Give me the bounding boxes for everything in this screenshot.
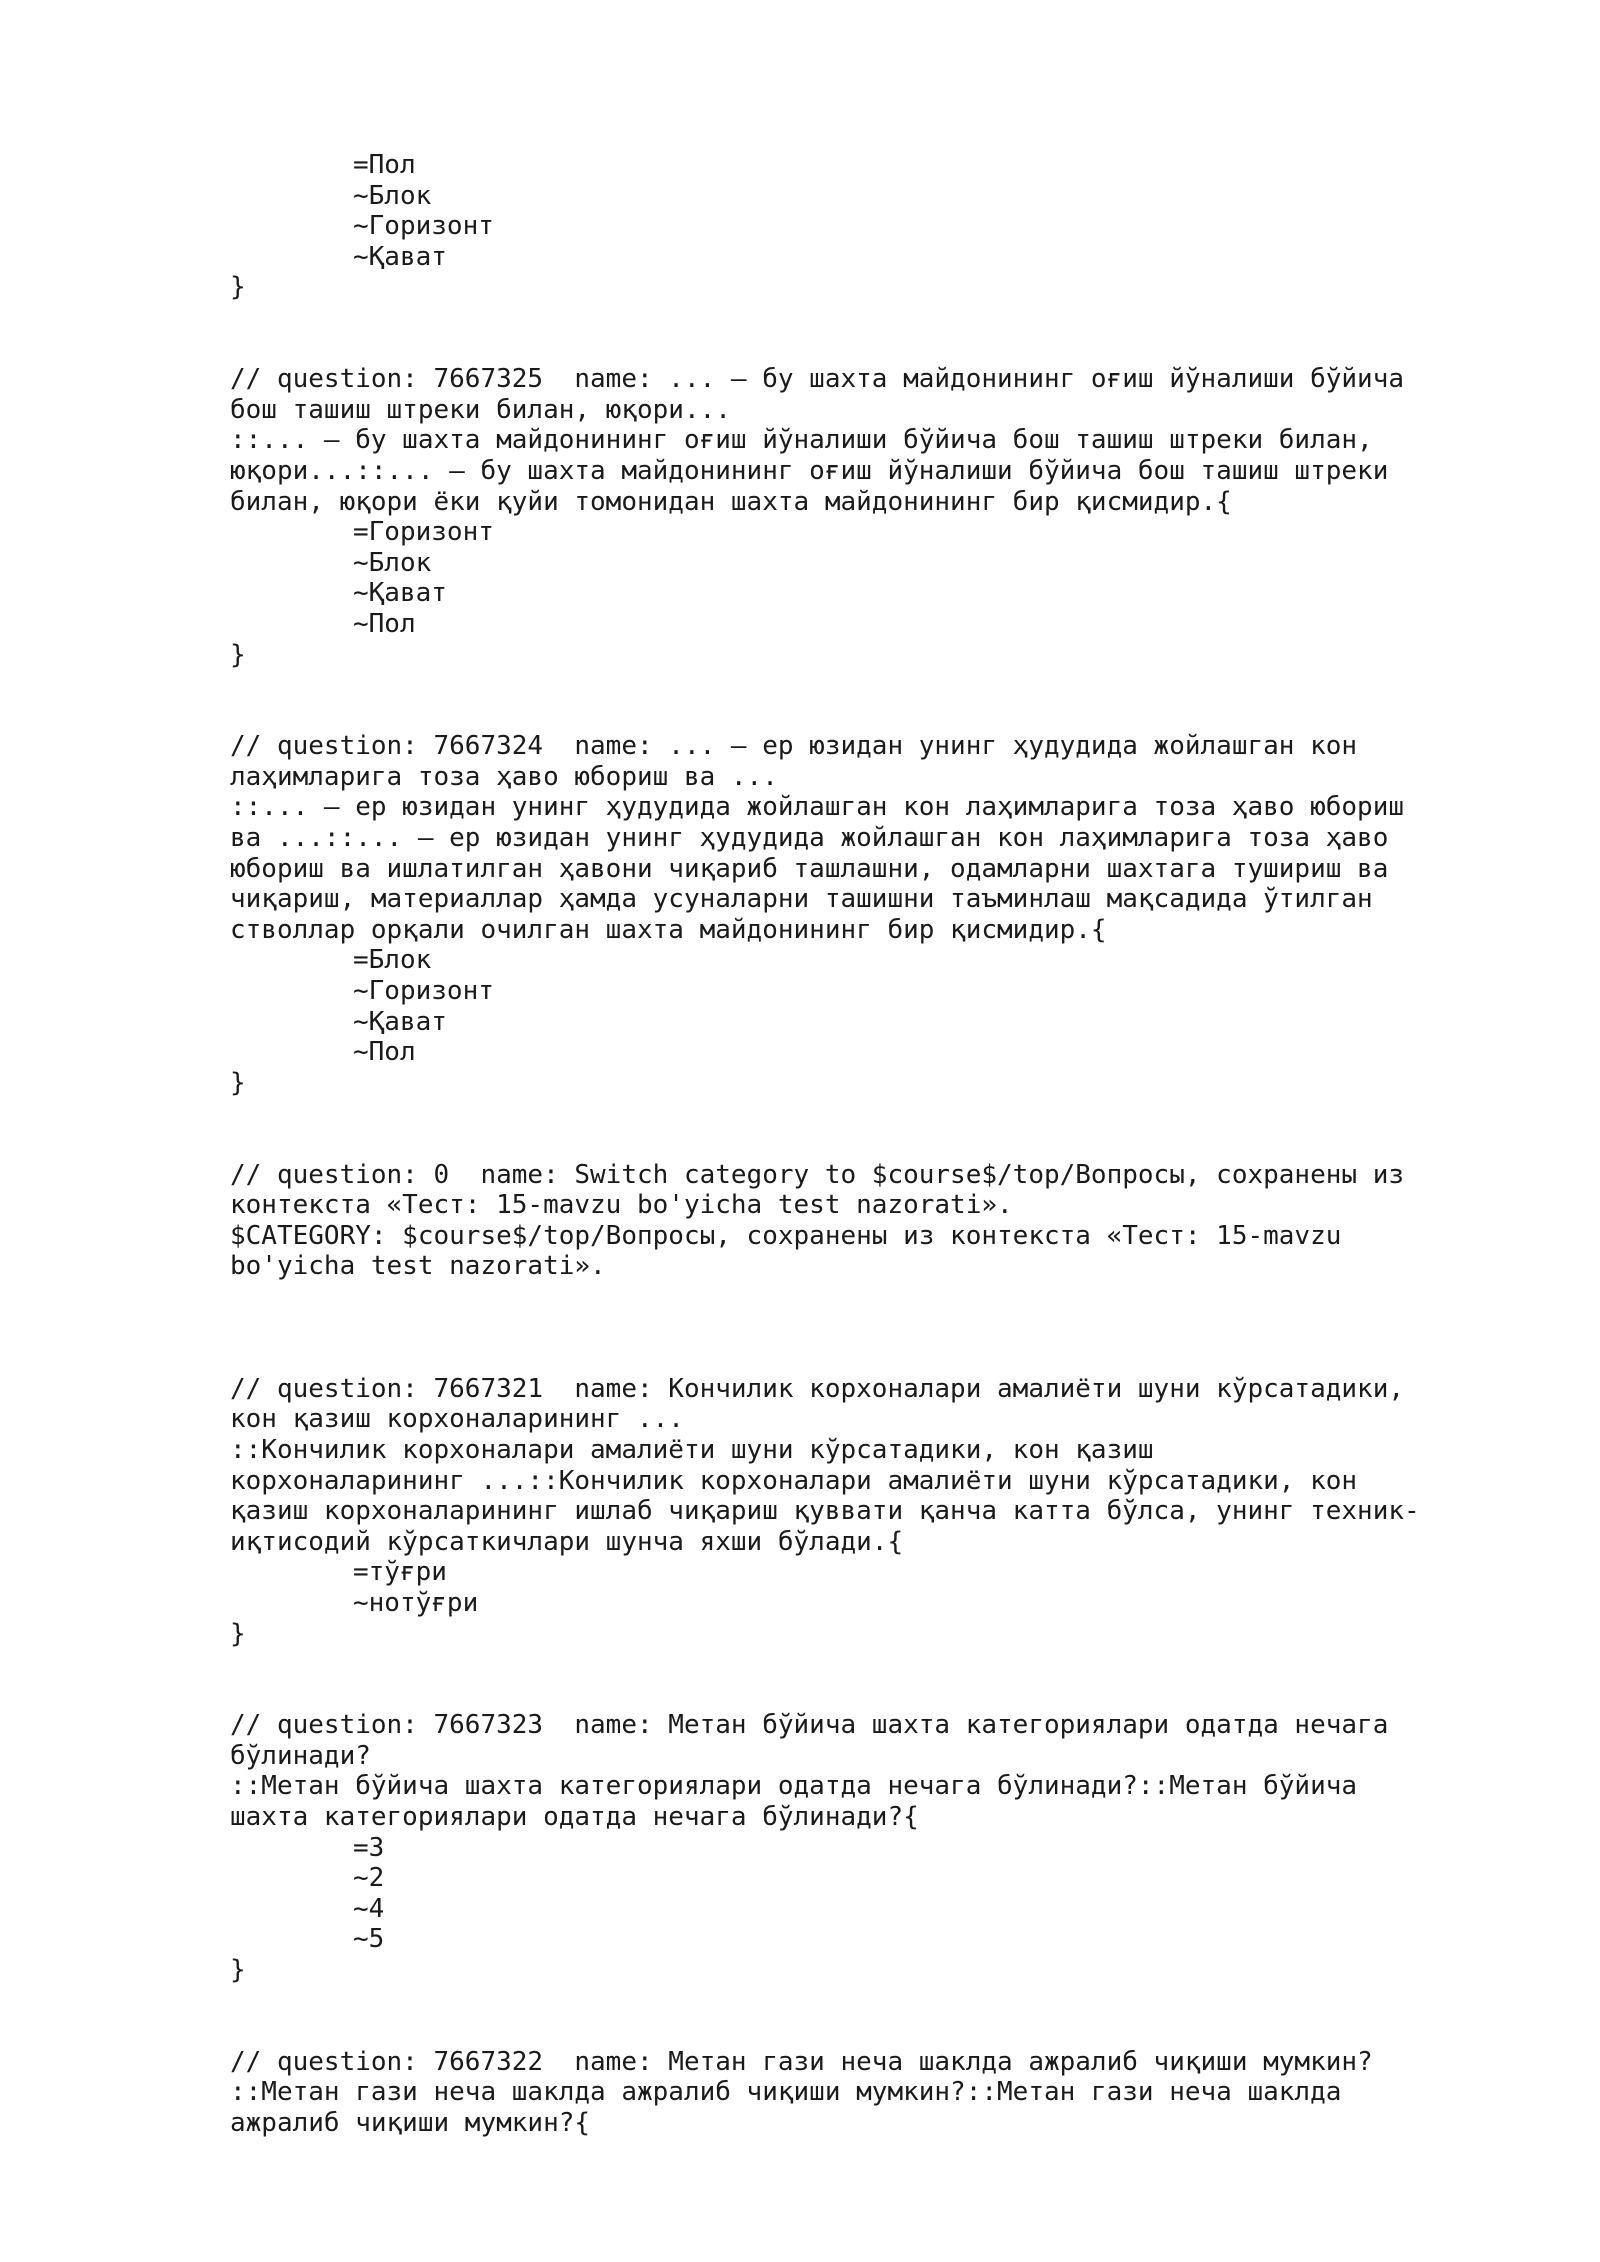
text-line: =Блок: [353, 945, 432, 976]
text-line: // question: 0 name: Switch category to $course$/top/Вопросы, сохранены из: [230, 1159, 1404, 1190]
text-line: ~Пол: [353, 1037, 416, 1068]
text-line: бўлинади?: [230, 1740, 371, 1771]
text-line: }: [230, 1067, 246, 1098]
text-line: }: [230, 1618, 246, 1649]
blank-line: [230, 2016, 1570, 2047]
gift-question-text: [230, 150, 1570, 2139]
text-line: контекста «Тест: 15-mavzu bo'yicha test nazorati».: [230, 1190, 1013, 1221]
text-line: // question: 7667322 name: Метан гази неча шаклда ажралиб чиқиши мумкин?: [230, 2046, 1373, 2077]
blank-line: [230, 1129, 1570, 1160]
text-line: билан, юқори ёки қуйи томонидан шахта майдонининг бир қисмидир.{: [230, 486, 1232, 517]
text-line: ~Горизонт: [353, 211, 494, 242]
text-line: // question: 7667321 name: Кончилик корхоналари амалиёти шуни кўрсатадики,: [230, 1373, 1404, 1404]
text-line: корхоналарининг ...::Кончилик корхоналари амалиёти шуни кўрсатадики, кон: [230, 1465, 1358, 1496]
text-line: ::... – ер юзидан унинг ҳудудида жойлашган кон лаҳимларига тоза ҳаво юбориш: [230, 792, 1404, 823]
text-line: юқори...::... – бу шахта майдонининг оғиш йўналиши бўйича бош ташиш штреки: [230, 455, 1389, 486]
text-line: ~Блок: [353, 180, 432, 211]
text-line: }: [230, 639, 246, 670]
text-line: юбориш ва ишлатилган ҳавони чиқариб ташлашни, одамларни шахтага тушириш ва: [230, 853, 1389, 884]
blank-line: [230, 1680, 1570, 1711]
blank-line: [230, 701, 1570, 732]
text-line: $CATEGORY: $course$/top/Вопросы, сохранены из контекста «Тест: 15-mavzu: [230, 1220, 1342, 1251]
text-line: // question: 7667323 name: Метан бўйича шахта категориялари одатда нечага: [230, 1710, 1389, 1741]
text-line: бош ташиш штреки билан, юқори...: [230, 394, 731, 425]
blank-line: [230, 670, 1570, 701]
blank-line: [230, 303, 1570, 334]
text-line: ~Горизонт: [353, 976, 494, 1007]
text-line: стволлар орқали очилган шахта майдонининг бир қисмидир.{: [230, 914, 1107, 945]
text-line: ~Қават: [353, 1006, 447, 1037]
text-line: =Пол: [353, 150, 416, 180]
text-line: ~Қават: [353, 241, 447, 272]
text-line: bo'yicha test nazorati».: [230, 1251, 606, 1282]
text-line: чиқариш, материаллар ҳамда усуналарни ташишни таъминлаш мақсадида ўтилган: [230, 884, 1373, 915]
blank-line: [230, 1282, 1570, 1313]
text-line: ~Блок: [353, 547, 432, 578]
text-line: иқтисодий кўрсаткичлари шунча яхши бўлади.{: [230, 1526, 904, 1557]
text-line: шахта категориялари одатда нечага бўлинади?{: [230, 1802, 919, 1833]
text-line: кон қазиш корхоналарининг ...: [230, 1404, 684, 1435]
text-line: ::... – бу шахта майдонининг оғиш йўналиши бўйича бош ташиш штреки билан,: [230, 425, 1373, 456]
text-line: ~нотўғри: [353, 1587, 479, 1618]
blank-line: [230, 1313, 1570, 1344]
text-line: =тўғри: [353, 1557, 447, 1588]
text-line: ~Қават: [353, 578, 447, 609]
text-line: лаҳимларига тоза ҳаво юбориш ва ...: [230, 761, 778, 792]
text-line: ~Пол: [353, 608, 416, 639]
text-line: ::Метан гази неча шаклда ажралиб чиқиши мумкин?::Метан гази неча шаклда: [230, 2077, 1342, 2108]
text-line: =3: [353, 1832, 385, 1863]
text-line: ~4: [353, 1893, 385, 1924]
blank-line: [230, 1343, 1570, 1374]
text-line: }: [230, 1955, 246, 1986]
blank-line: [230, 1098, 1570, 1129]
text-line: қазиш корхоналарининг ишлаб чиқариш қуввати қанча катта бўлса, унинг техник-: [230, 1496, 1420, 1527]
text-line: ::Метан бўйича шахта категориялари одатда нечага бўлинади?::Метан бўйича: [230, 1771, 1358, 1802]
blank-line: [230, 334, 1570, 365]
text-line: ~2: [353, 1863, 385, 1894]
text-line: ва ...::... – ер юзидан унинг ҳудудида жойлашган кон лаҳимларига тоза ҳаво: [230, 823, 1389, 854]
blank-line: [230, 1649, 1570, 1680]
text-line: ::Кончилик корхоналари амалиёти шуни кўрсатадики, кон қазиш: [230, 1434, 1154, 1465]
text-line: ~5: [353, 1924, 385, 1955]
text-line: // question: 7667325 name: ... – бу шахта майдонининг оғиш йўналиши бўйича: [230, 364, 1404, 395]
text-line: ажралиб чиқиши мумкин?{: [230, 2108, 591, 2138]
blank-line: [230, 1986, 1570, 2017]
text-line: // question: 7667324 name: ... – ер юзидан унинг ҳудудида жойлашган кон: [230, 731, 1358, 762]
text-line: =Горизонт: [353, 517, 494, 548]
text-line: }: [230, 272, 246, 303]
